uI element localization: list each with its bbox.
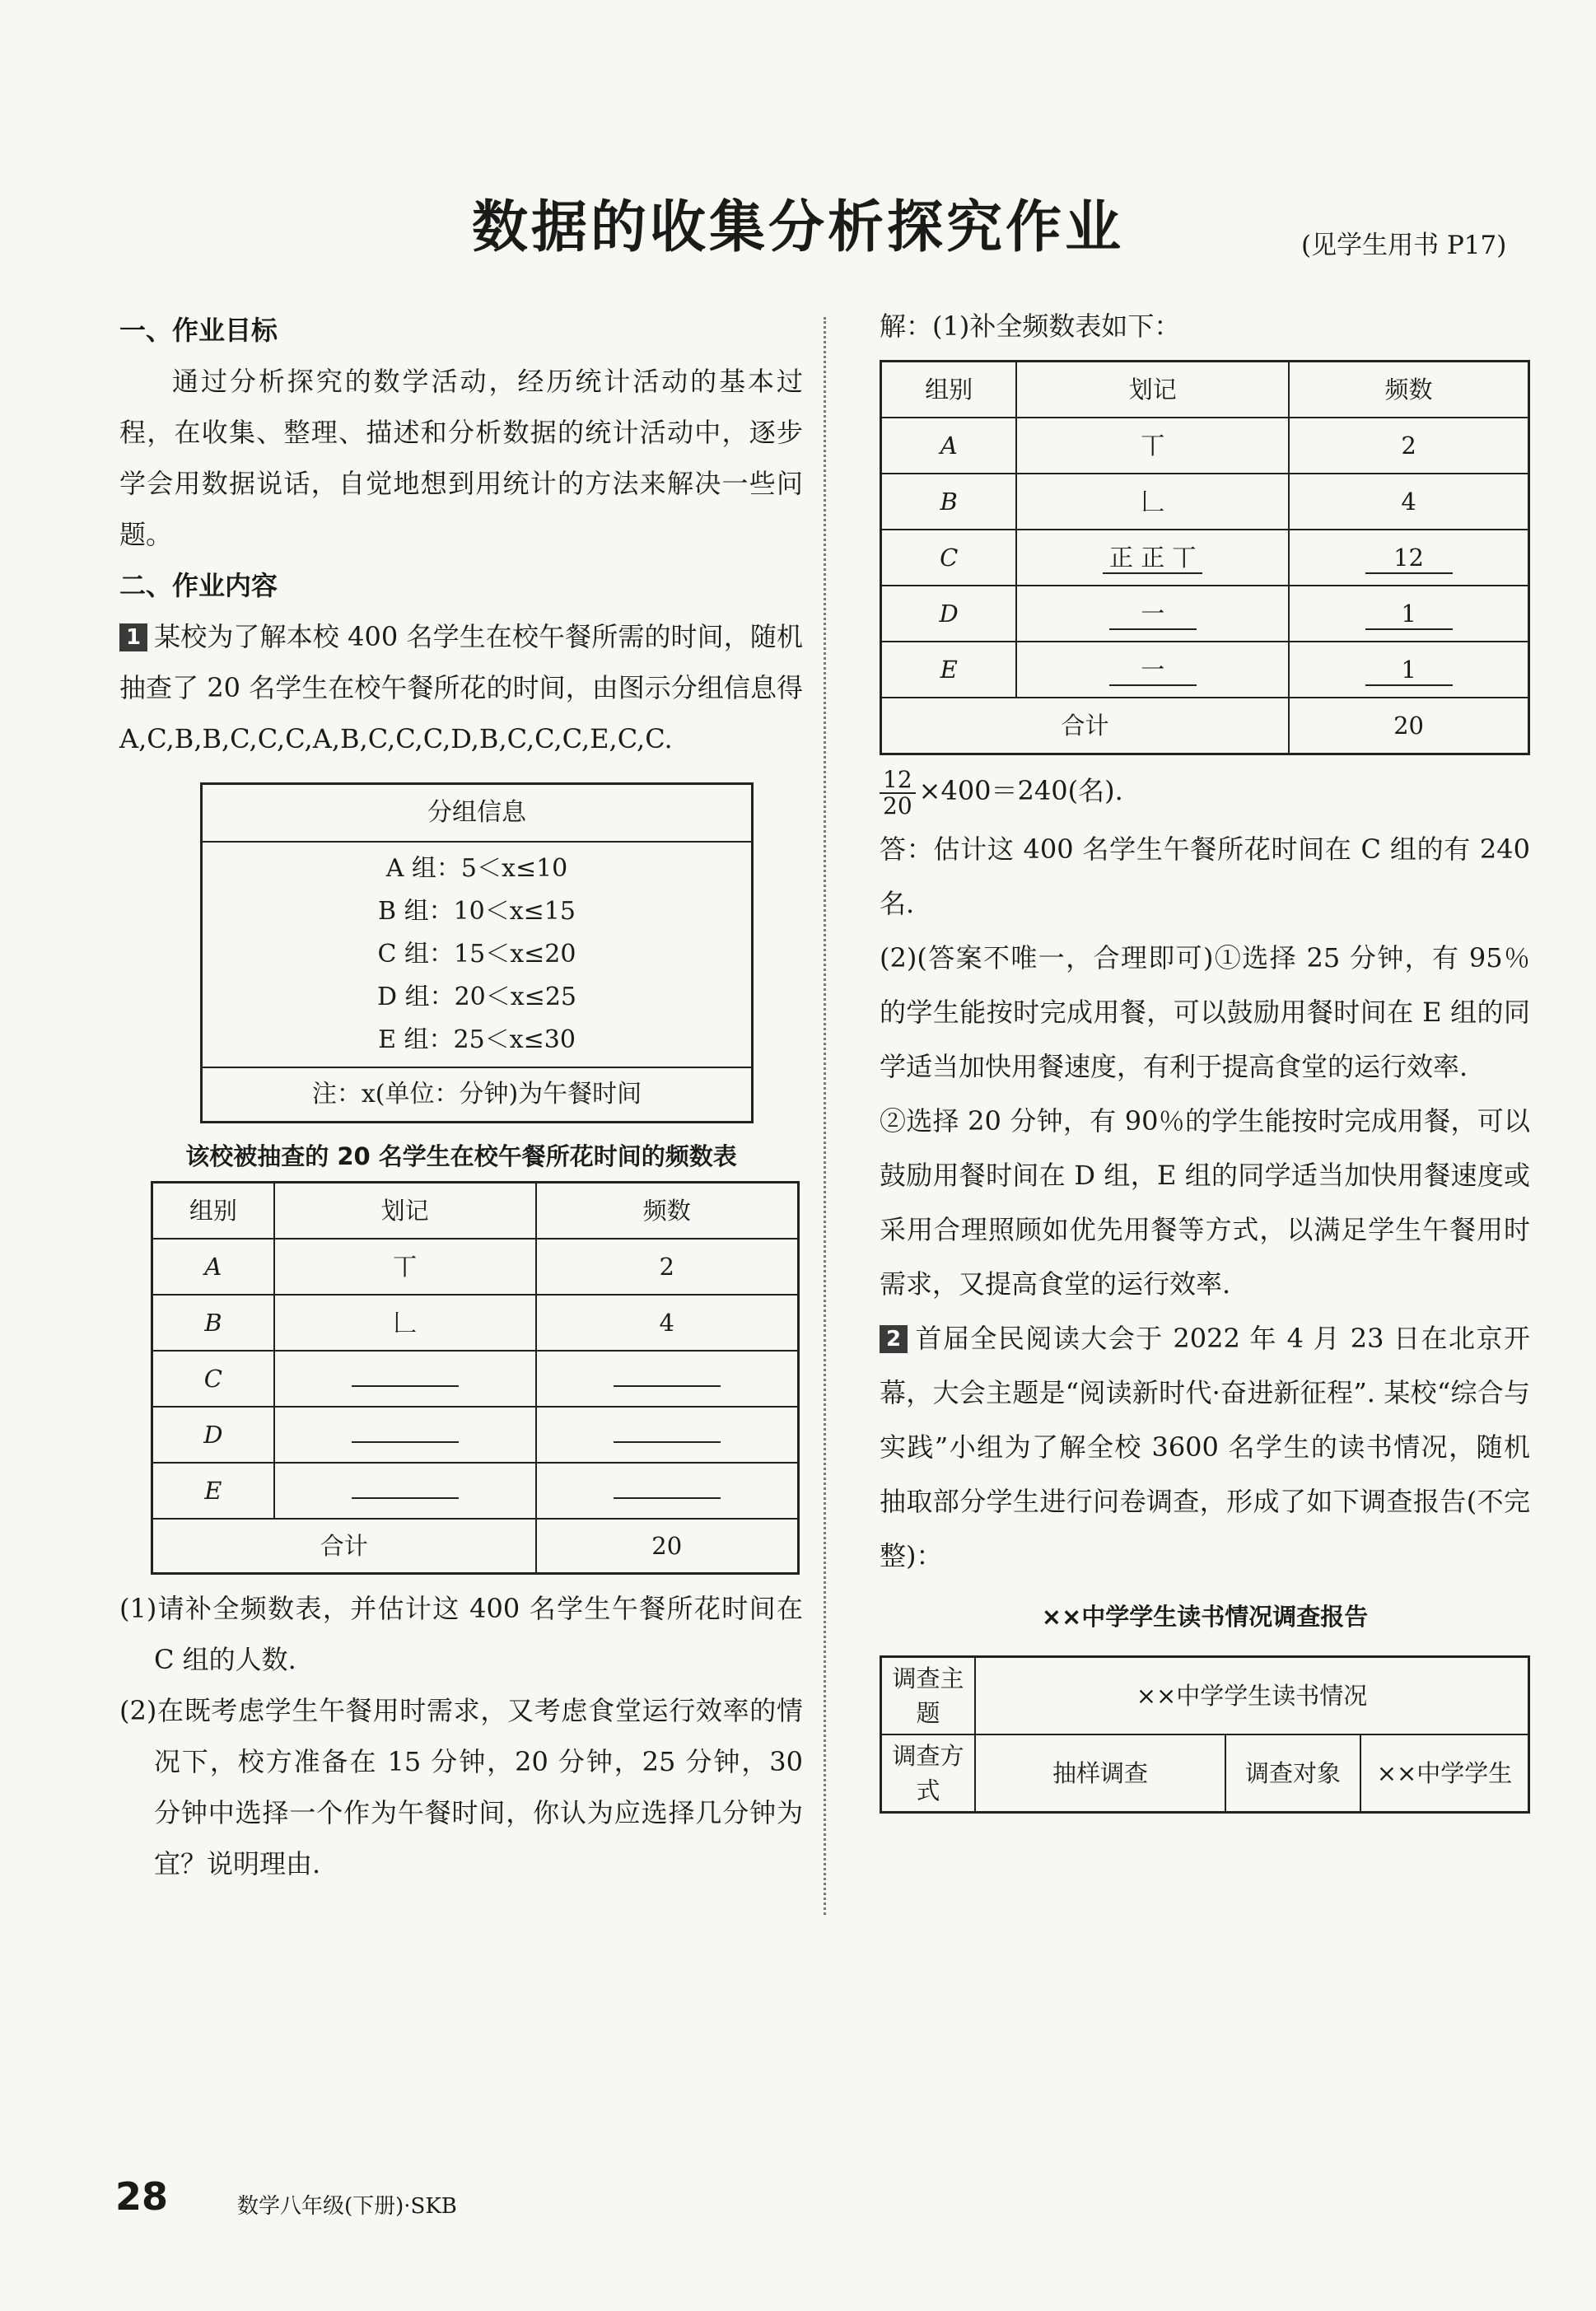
question-number-badge: 2: [880, 1325, 908, 1353]
method-value: 抽样调查: [975, 1734, 1225, 1813]
object-label: 调查对象: [1225, 1734, 1360, 1813]
filled-tally: 正 正 丅: [1103, 543, 1202, 574]
table-row: D: [152, 1407, 799, 1463]
group-info-header: 分组信息: [427, 798, 526, 827]
table-row: E: [152, 1463, 799, 1519]
table-row: A 丅 2: [881, 418, 1529, 474]
filled-count: 1: [1365, 655, 1453, 686]
page-title: 数据的收集分析探究作业: [471, 195, 1124, 260]
blank-tally: [352, 1417, 459, 1443]
range-d: D 组：20＜x≤25: [377, 983, 576, 1011]
table-row: E 一 1: [881, 642, 1529, 698]
report-title: ××中学学生读书情况调查报告: [1041, 1602, 1369, 1631]
survey-report-table: [880, 1655, 1530, 1814]
filled-count: 12: [1365, 543, 1453, 574]
blank-tally: [352, 1473, 459, 1499]
method-label: 调查方式: [881, 1734, 976, 1813]
table-row: D 一 1: [881, 586, 1529, 642]
frequency-table-caption: 该校被抽查的 20 名学生在校午餐所花时间的频数表: [185, 1142, 737, 1170]
question-2: [880, 1311, 1530, 1583]
left-column: [119, 305, 803, 1889]
topic-label: 调查主题: [881, 1656, 976, 1734]
blank-tally: [352, 1361, 459, 1387]
topic-value: ××中学学生读书情况: [975, 1656, 1529, 1734]
range-e: E 组：25＜x≤30: [378, 1025, 576, 1054]
range-b: B 组：10＜x≤15: [378, 897, 576, 926]
section1-heading: 一、作业目标: [119, 315, 278, 346]
col-header-group: 组别: [152, 1183, 274, 1240]
page-number: 28: [115, 2174, 169, 2219]
question-1: [119, 611, 803, 764]
filled-count: 1: [1365, 599, 1453, 630]
table-row: [881, 1734, 1529, 1813]
group-ranges: [202, 842, 753, 1067]
table-row: [881, 1656, 1529, 1734]
section1-text: 通过分析探究的数学活动，经历统计活动的基本过程，在收集、整理、描述和分析数据的统计活动中，逐步学会用数据说话，自觉地想到用统计的方法来解决一些问题。: [119, 366, 803, 550]
answer-text: 答：估计这 400 名学生午餐所花时间在 C 组的有 240 名.: [880, 833, 1530, 919]
calculation: $\frac{12}{20}$ ×400＝240(名).: [880, 765, 1530, 819]
solution-frequency-table: [880, 360, 1530, 755]
book-title: 数学八年级(下册)·SKB: [237, 2194, 457, 2219]
textbook-reference: (见学生用书 P17): [1301, 231, 1507, 260]
group-info-table: [200, 782, 754, 1123]
fraction: $\frac{12}{20}$: [880, 768, 916, 819]
col-header-count: 频数: [536, 1183, 799, 1240]
question-number-badge: 1: [119, 623, 147, 651]
group-info-note: 注：x(单位：分钟)为午餐时间: [202, 1067, 753, 1123]
part2-option-b: ②选择 20 分钟，有 90％的学生能按时完成用餐，可以鼓励用餐时间在 D 组，E 组的同学适当加快用餐速度或采用合理照顾如优先用餐等方式，以满足学生午餐用时需求，又提高食堂的运行效率.: [880, 1104, 1530, 1300]
range-a: A 组：5＜x≤10: [385, 854, 568, 883]
section2-heading: 二、作业内容: [119, 570, 278, 601]
blank-count: [614, 1473, 721, 1499]
col-header-tally: 划记: [1016, 362, 1289, 418]
object-value: ××中学学生: [1360, 1734, 1529, 1813]
table-row: B 𠃊 4: [152, 1295, 799, 1351]
table-row: A 丅 2: [152, 1239, 799, 1295]
col-header-group: 组别: [881, 362, 1017, 418]
solution-intro: 解：(1)补全频数表如下：: [880, 310, 1181, 342]
range-c: C 组：15＜x≤20: [377, 940, 576, 969]
table-row: B 𠃊 4: [881, 474, 1529, 530]
blank-count: [614, 1361, 721, 1387]
question-1-text: 某校为了解本校 400 名学生在校午餐所需的时间，随机抽查了 20 名学生在校午餐所花的时间，由图示分组信息得 A,C,B,B,C,C,C,A,B,C,C,C,D,B,C,C,C,E,C,C.: [119, 621, 803, 754]
filled-tally: 一: [1109, 599, 1197, 630]
total-row: 合计 20: [152, 1519, 799, 1574]
col-header-count: 频数: [1289, 362, 1528, 418]
col-header-tally: 划记: [274, 1183, 536, 1240]
right-column: [880, 301, 1530, 1814]
column-divider: [824, 317, 826, 1915]
frequency-table: [151, 1181, 800, 1575]
filled-tally: 一: [1109, 655, 1197, 686]
table-row: C 正 正 丅 12: [881, 530, 1529, 586]
part2-option-a: (2)(答案不唯一，合理即可)①选择 25 分钟，有 95％的学生能按时完成用餐，可以鼓励用餐时间在 E 组的同学适当加快用餐速度，有利于提高食堂的运行效率.: [880, 941, 1530, 1082]
sub-question-1: (1)请补全频数表，并估计这 400 名学生午餐所花时间在 C 组的人数.: [119, 1593, 803, 1675]
blank-count: [614, 1417, 721, 1443]
question-2-text: 首届全民阅读大会于 2022 年 4 月 23 日在北京开幕，大会主题是“阅读新时代·奋进新征程”. 某校“综合与实践”小组为了解全校 3600 名学生的读书情况，随机抽取部分学生进行问卷调查，形成了如下调查报告(不完整)：: [880, 1322, 1530, 1571]
table-row: C: [152, 1351, 799, 1407]
total-row: 合计 20: [881, 698, 1529, 754]
sub-question-2: (2)在既考虑学生午餐用时需求，又考虑食堂运行效率的情况下，校方准备在 15 分钟，20 分钟，25 分钟，30 分钟中选择一个作为午餐时间，你认为应选择几分钟为宜？说明理由.: [119, 1695, 803, 1879]
